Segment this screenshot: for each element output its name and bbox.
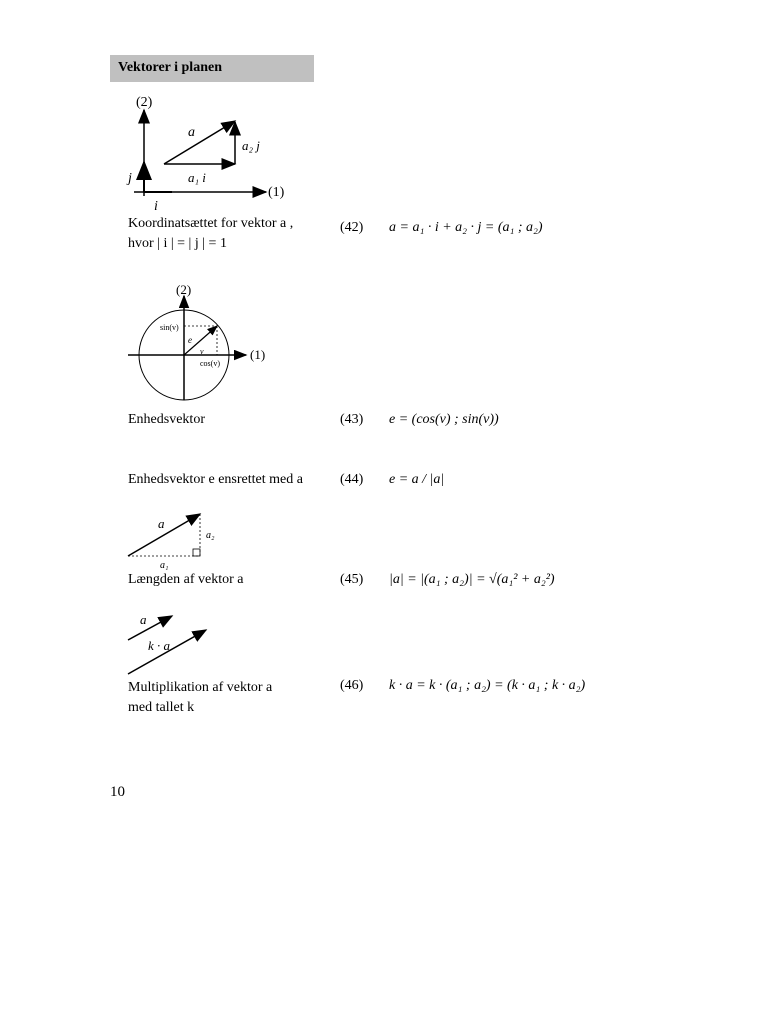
- a2-label: a₂: [206, 530, 215, 541]
- unit-circle-figure: [124, 282, 284, 402]
- vector-a1i-label: a₁ i: [188, 170, 206, 185]
- vector-a2j-label: a₂ j: [242, 138, 260, 153]
- equation-number-43: (43): [340, 412, 364, 427]
- vector-a-label-length: a: [158, 516, 165, 531]
- equation-number-42: (42): [340, 220, 364, 235]
- equation-number-46: (46): [340, 678, 364, 693]
- scalar-multiplication-figure: [124, 608, 224, 680]
- axis-1-label-circle: (1): [250, 347, 266, 362]
- angle-v-label: v: [200, 347, 204, 356]
- vector-a-label-mult: a: [140, 612, 147, 627]
- sin-label: sin(v): [160, 323, 179, 332]
- vector-length-figure: [124, 510, 234, 572]
- formula-44: e = a / |a|: [389, 472, 445, 487]
- axis-2-label: (2): [136, 95, 153, 110]
- formula-42: a = a₁ · i + a₂ · j = (a₁ ; a₂): [389, 220, 543, 235]
- formula-45: |a| = |(a₁ ; a₂)| = √(a₁² + a₂²): [389, 572, 555, 587]
- vector-a-label: a: [188, 125, 195, 140]
- axis-2-label-circle: (2): [176, 282, 192, 297]
- page-number: 10: [110, 784, 125, 800]
- cos-label: cos(v): [200, 359, 220, 368]
- axis-1-label: (1): [268, 185, 285, 200]
- label-vector-length: Længden af vektor a: [128, 572, 244, 587]
- e-vector-label: e: [188, 335, 192, 345]
- label-coordinate-system: Koordinatsættet for vektor a , hvor | i | = | j | = 1: [128, 216, 294, 251]
- a1-label: a₁: [160, 560, 169, 571]
- unit-j-label: j: [128, 171, 132, 186]
- formula-43: e = (cos(v) ; sin(v)): [389, 412, 499, 427]
- equation-number-44: (44): [340, 472, 364, 487]
- formula-46: k · a = k · (a₁ ; a₂) = (k · a₁ ; k · a₂): [389, 678, 586, 693]
- equation-number-45: (45): [340, 572, 364, 587]
- coordinate-system-figure: [120, 88, 300, 218]
- unit-i-label: i: [154, 199, 158, 214]
- label-scalar-multiplication: Multiplikation af vektor a med tallet k: [128, 680, 273, 715]
- label-unit-vector: Enhedsvektor: [128, 412, 205, 427]
- vector-ka-label: k · a: [148, 638, 171, 653]
- label-unit-vector-aligned: Enhedsvektor e ensrettet med a: [128, 472, 303, 487]
- section-title: Vektorer i planen: [118, 60, 222, 75]
